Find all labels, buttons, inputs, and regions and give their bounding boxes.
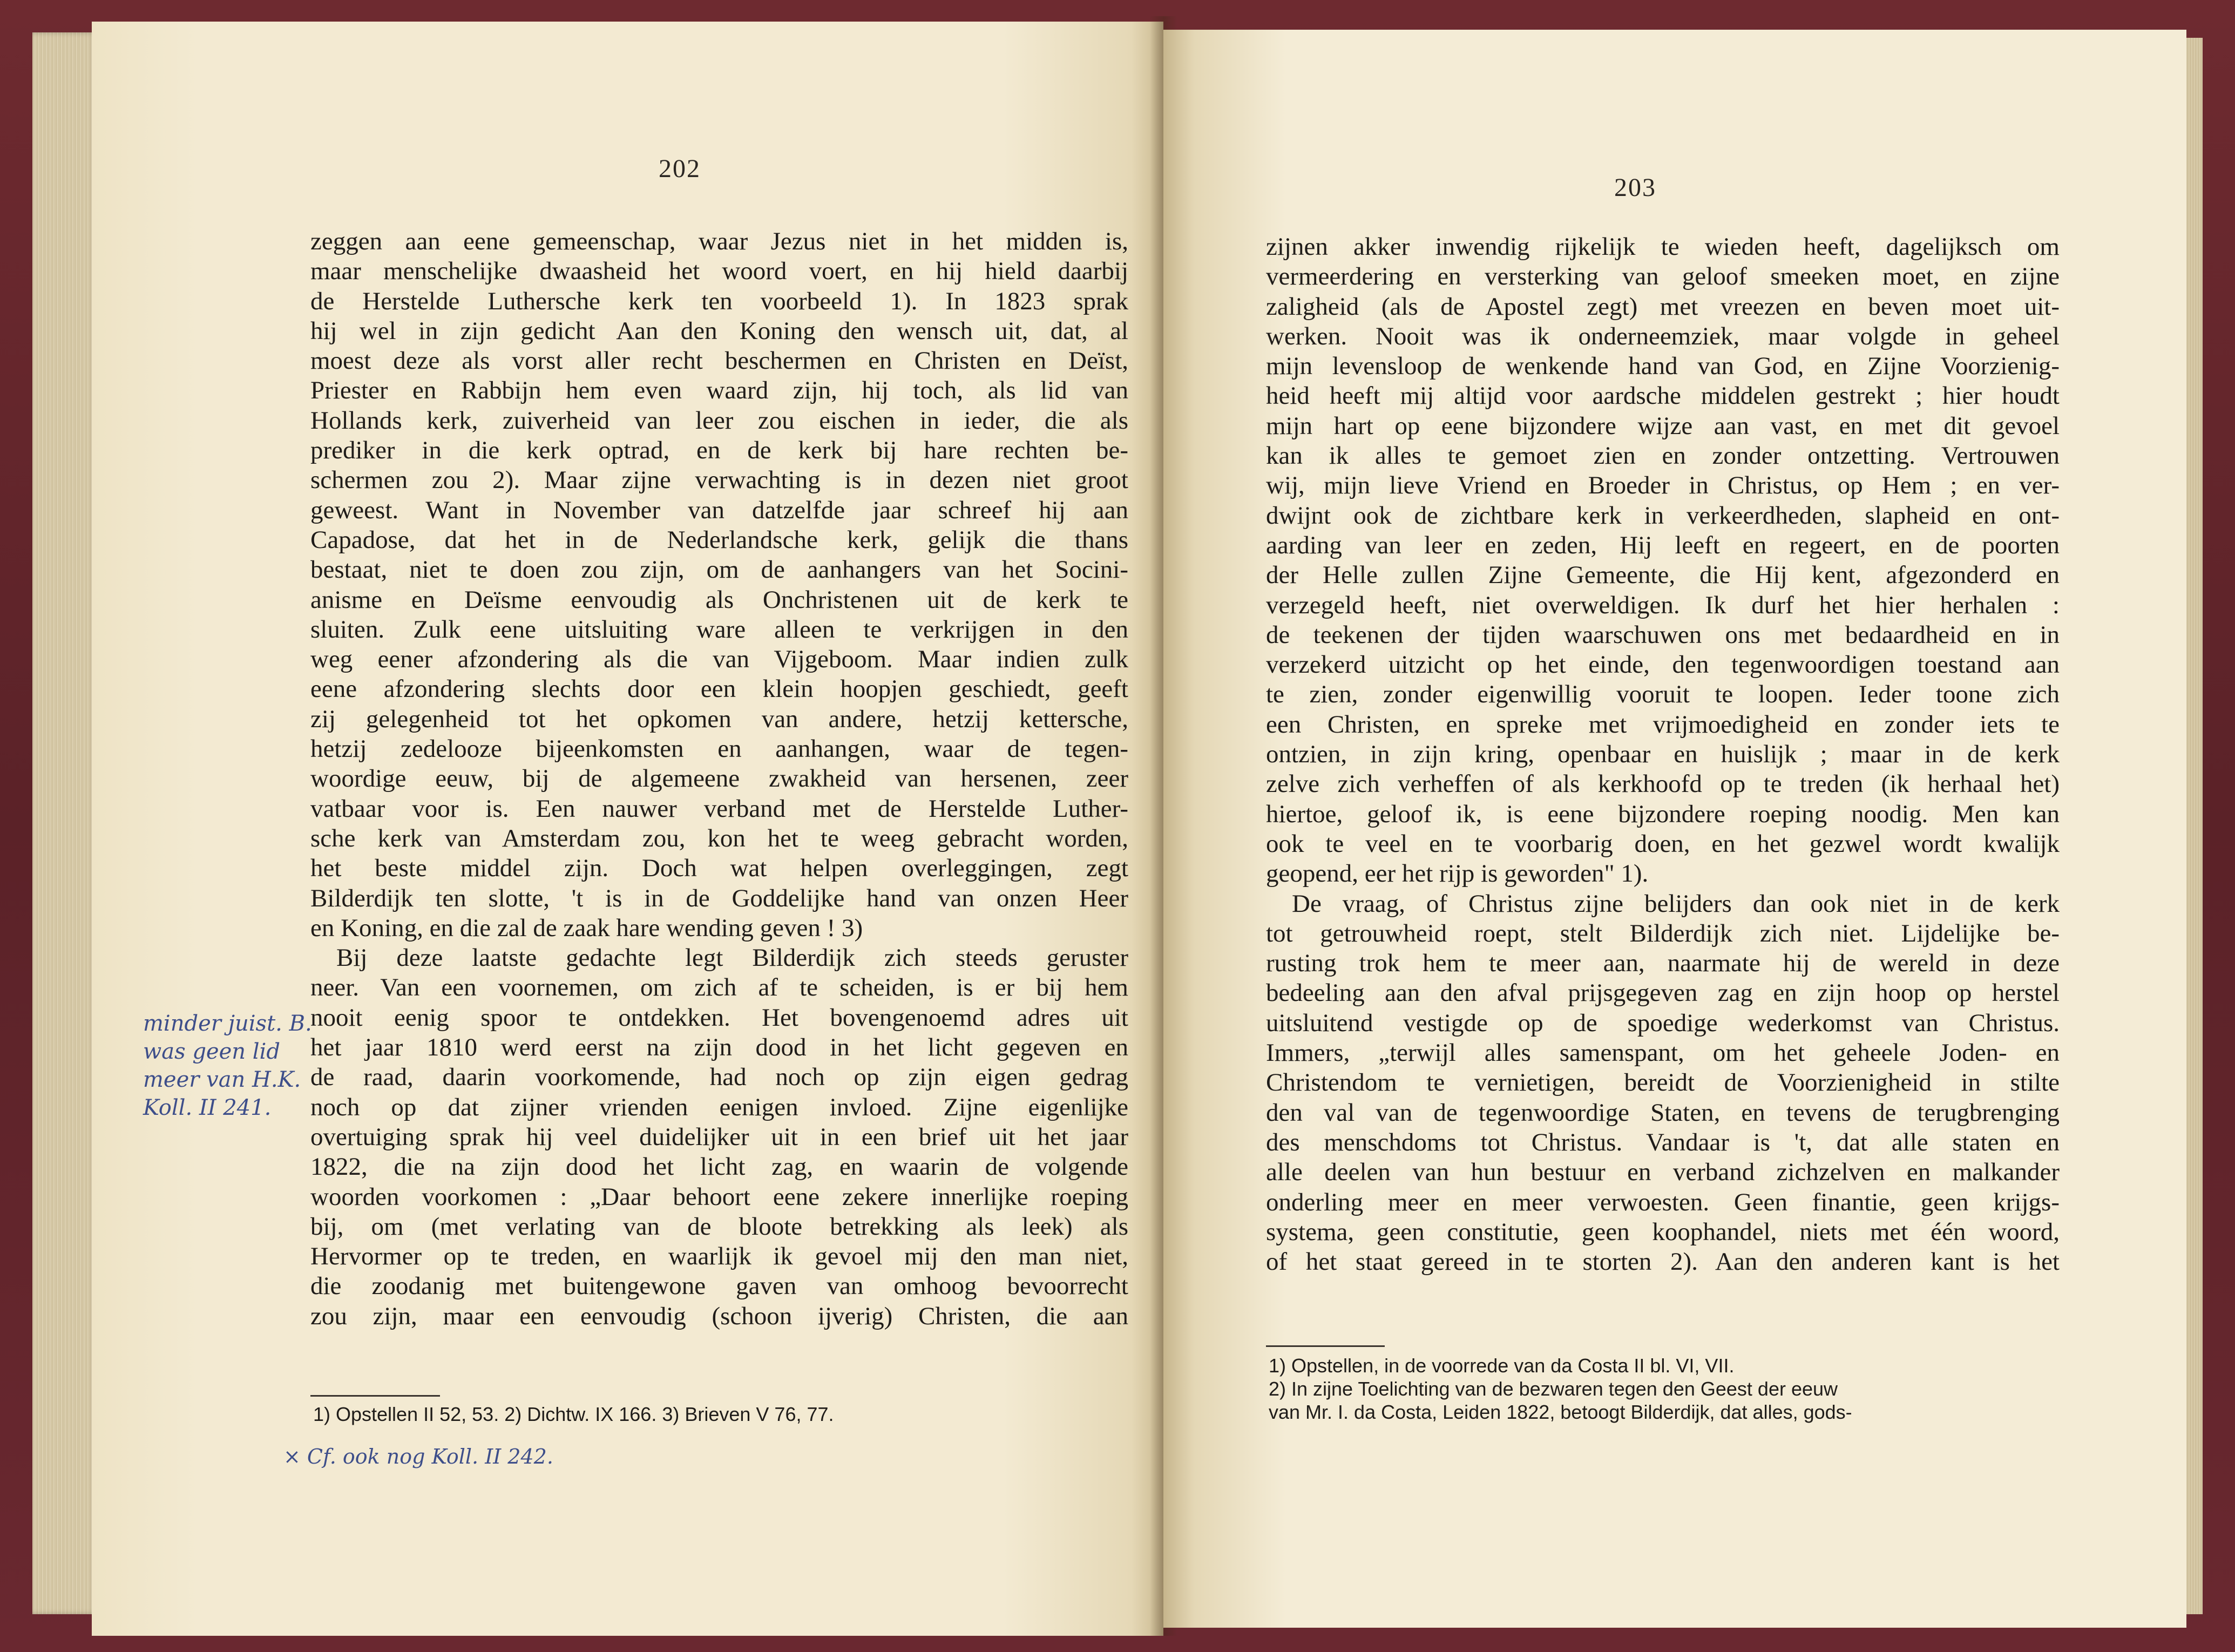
text-line: noch op dat zijner vrienden eenigen invloed. Zijne eigenlijke [310, 1093, 1128, 1121]
text-line: rusting trok hem te meer aan, naarmate hij de wereld in deze [1266, 949, 2060, 978]
text-line: ook te veel en te voorbarig doen, en het gezwel wordt kwalijk [1266, 829, 2060, 858]
text-line: ontzien, in zijn kring, openbaar en huislijk ; maar in de kerk [1266, 740, 2060, 769]
text-line: en Koning, en die zal de zaak hare wending geven ! 3) [310, 913, 863, 942]
text-line: De vraag, of Christus zijne belijders dan ook niet in de kerk [1292, 889, 2060, 918]
text-line: zaligheid (als de Apostel zegt) met vreezen en beven moet uit- [1266, 292, 2060, 321]
text-line: aarding van leer en zeden, Hij leeft en regeert, en de poorten [1266, 531, 2060, 559]
text-line: den val van de tegenwoordige Staten, en tevens de terugbrenging [1266, 1098, 2060, 1127]
handwritten-margin-note [143, 1010, 312, 1122]
text-line: het beste middel zijn. Doch wat helpen overleggingen, zegt [310, 854, 1128, 883]
text-line: Hollands kerk, zuiverheid van leer zou eischen in ieder, die als [310, 406, 1128, 435]
text-line: die zoodanig met buitengewone gaven van omhoog bevoorrecht [310, 1272, 1128, 1301]
text-line: Immers, „terwijl alles samenspant, om het geheele Joden- en [1266, 1039, 2060, 1067]
text-line: werken. Nooit was ik onderneemziek, maar volgde in geheel [1266, 322, 2060, 350]
text-line: de raad, daarin voorkomende, had noch op zijn eigen gedrag [310, 1063, 1128, 1092]
text-line: verzegeld heeft, niet overweldigen. Ik durf het hier herhalen : [1266, 591, 2060, 619]
text-line: Capadose, dat het in de Nederlandsche kerk, gelijk die thans [310, 525, 1128, 554]
left-page [92, 22, 1163, 1636]
text-line: hiertoe, geloof ik, is eene bijzondere roeping noodig. Men kan [1266, 800, 2060, 828]
footnote-line: 2) In zijne Toelichting van de bezwaren tegen den Geest der eeuw [1269, 1378, 1838, 1400]
text-line: een Christen, en spreke met vrijmoedigheid en zonder iets te [1266, 710, 2060, 739]
text-line: onderling meer en meer verwoesten. Geen finantie, geen krijgs- [1266, 1188, 2060, 1216]
text-line: zijnen akker inwendig rijkelijk te wieden heeft, dagelijksch om [1266, 233, 2060, 261]
text-line: 1822, die na zijn dood het licht zag, en waarin de volgende [310, 1153, 1128, 1181]
text-line: des menschdoms tot Christus. Vandaar is 't, dat alle staten en [1266, 1128, 2060, 1156]
right-footnotes [1269, 1354, 1852, 1424]
text-line: zou zijn, maar een eenvoudig (schoon ijverig) Christen, die aan [310, 1302, 1128, 1330]
page-edges-left [32, 32, 97, 1614]
text-line: bestaat, niet te doen zou zijn, om de aanhangers van het Socini- [310, 556, 1128, 584]
text-line: verzekerd uitzicht op het einde, den tegenwoordigen toestand aan [1266, 651, 2060, 679]
text-line: geopend, eer het rijp is geworden" 1). [1266, 859, 1649, 888]
text-line: kan ik alles te gemoet zien en zonder ontzetting. Vertrouwen [1266, 442, 2060, 470]
footnote-line: 1) Opstellen II 52, 53. 2) Dichtw. IX 166. 3) Brieven V 76, 77. [313, 1403, 834, 1425]
text-line: zeggen aan eene gemeenschap, waar Jezus niet in het midden is, [310, 227, 1128, 255]
text-line: sluiten. Zulk eene uitsluiting ware alleen te verkrijgen in den [310, 615, 1128, 644]
text-line: wij, mijn lieve Vriend en Broeder in Christus, op Hem ; en ver- [1266, 471, 2060, 500]
text-line: moest deze als vorst aller recht beschermen en Christen en Deïst, [310, 347, 1128, 375]
text-line: de Herstelde Luthersche kerk ten voorbeeld 1). In 1823 sprak [310, 287, 1128, 315]
text-line: de teekenen der tijden waarschuwen ons met bedaardheid en in [1266, 620, 2060, 649]
footnote-rule [1266, 1345, 1385, 1347]
right-page [1163, 30, 2186, 1628]
margin-note-line: minder juist. B. [143, 1011, 312, 1036]
footnote-line: 1) Opstellen, in de voorrede van da Costa II bl. VI, VII. [1269, 1355, 1735, 1377]
text-line: schermen zou 2). Maar zijne verwachting is in dezen niet groot [310, 466, 1128, 495]
text-line: systema, geen constitutie, geen koophandel, niets met één woord, [1266, 1217, 2060, 1246]
text-line: alle deelen van hun bestuur en verband zichzelven en malkander [1266, 1158, 2060, 1187]
text-line: of het staat gereed in te storten 2). Aan den anderen kant is het [1266, 1248, 2060, 1276]
margin-note-line: was geen lid [143, 1039, 280, 1064]
text-line: tot getrouwheid roept, stelt Bilderdijk zich niet. Lijdelijke be- [1266, 919, 2060, 947]
text-line: heid heeft mij altijd voor aardsche middelen gestrekt ; hier houdt [1266, 382, 2060, 410]
footnote-line: van Mr. I. da Costa, Leiden 1822, betoogt Bilderdijk, dat alles, gods- [1269, 1401, 1852, 1423]
text-line: hij wel in zijn gedicht Aan den Koning den wensch uit, dat, al [310, 316, 1128, 345]
text-line: Priester en Rabbijn hem even waard zijn, hij toch, als lid van [310, 376, 1128, 405]
text-line: geweest. Want in November van datzelfde jaar schreef hij aan [310, 496, 1128, 524]
text-line: Bij deze laatste gedachte legt Bilderdijk zich steeds geruster [336, 944, 1128, 972]
text-line: maar menschelijke dwaasheid het woord voert, en hij hield daarbij [310, 257, 1128, 286]
text-line: het jaar 1810 werd eerst na zijn dood in het licht gegeven en [310, 1033, 1128, 1062]
text-line: weg eener afzondering als die van Vijgeboom. Maar indien zulk [310, 645, 1128, 674]
page-number: 203 [1614, 173, 1656, 202]
text-line: bedeeling aan den afval prijsgegeven zag en zijn hoop op herstel [1266, 979, 2060, 1007]
left-body-text [310, 227, 1128, 1331]
margin-note-line: meer van H.K. [143, 1067, 301, 1092]
text-line: zij gelegenheid tot het opkomen van andere, hetzij kettersche, [310, 705, 1128, 733]
handwritten-bottom-note: × Cf. ook nog Koll. II 242. [283, 1445, 553, 1468]
text-line: prediker in die kerk optrad, en de kerk bij hare rechten be- [310, 436, 1128, 465]
text-line: nooit eenig spoor te ontdekken. Het bovengenoemd adres uit [310, 1003, 1128, 1032]
text-line: Bilderdijk ten slotte, 't is in de Goddelijke hand van onzen Heer [310, 884, 1128, 912]
text-line: mijn levensloop de wenkende hand van God, en Zijne Voorzienig- [1266, 352, 2060, 381]
text-line: hetzij zedelooze bijeenkomsten en aanhangen, waar de tegen- [310, 735, 1128, 763]
text-line: overtuiging sprak hij veel duidelijker uit in een brief uit het jaar [310, 1122, 1128, 1151]
text-line: uitsluitend vestigde op de spoedige wederkomst van Christus. [1266, 1008, 2060, 1037]
text-line: mijn hart op eene bijzondere wijze aan vast, en met dit gevoel [1266, 411, 2060, 440]
text-line: neer. Van een voornemen, om zich af te scheiden, is er bij hem [310, 973, 1128, 1002]
text-line: der Helle zullen Zijne Gemeente, die Hij kent, afgezonderd en [1266, 561, 2060, 590]
text-line: sche kerk van Amsterdam zou, kon het te weeg gebracht worden, [310, 824, 1128, 852]
text-line: vatbaar voor is. Een nauwer verband met de Herstelde Luther- [310, 794, 1128, 823]
text-line: bij, om (met verlating van de bloote betrekking als leek) als [310, 1212, 1128, 1241]
right-body-text [1266, 232, 2060, 1277]
text-line: woordige eeuw, bij de algemeene zwakheid van hersenen, zeer [310, 764, 1128, 793]
text-line: Hervormer op te treden, en waarlijk ik gevoel mij den man niet, [310, 1242, 1128, 1271]
text-line: eene afzondering slechts door een klein hoopjen geschiedt, geeft [310, 675, 1128, 703]
text-line: Christendom te vernietigen, bereidt de Voorzienigheid in stilte [1266, 1068, 2060, 1097]
text-line: dwijnt ook de zichtbare kerk in verkeerdheden, slapheid en ont- [1266, 501, 2060, 530]
text-line: te zien, zonder eigenwillig vooruit te loopen. Ieder toone zich [1266, 680, 2060, 709]
text-line: vermeerdering en versterking van geloof smeeken moet, en zijne [1266, 262, 2060, 291]
text-line: anisme en Deïsme eenvoudig als Onchristenen uit de kerk te [310, 585, 1128, 614]
page-number: 202 [659, 154, 701, 183]
footnote-rule [310, 1395, 440, 1397]
text-line: zelve zich verheffen of als kerkhoofd op te treden (ik herhaal het) [1266, 770, 2060, 798]
left-footnotes [313, 1403, 834, 1426]
text-line: woorden voorkomen : „Daar behoort eene zekere innerlijke roeping [310, 1182, 1128, 1211]
margin-note-line: Koll. II 241. [143, 1095, 272, 1120]
